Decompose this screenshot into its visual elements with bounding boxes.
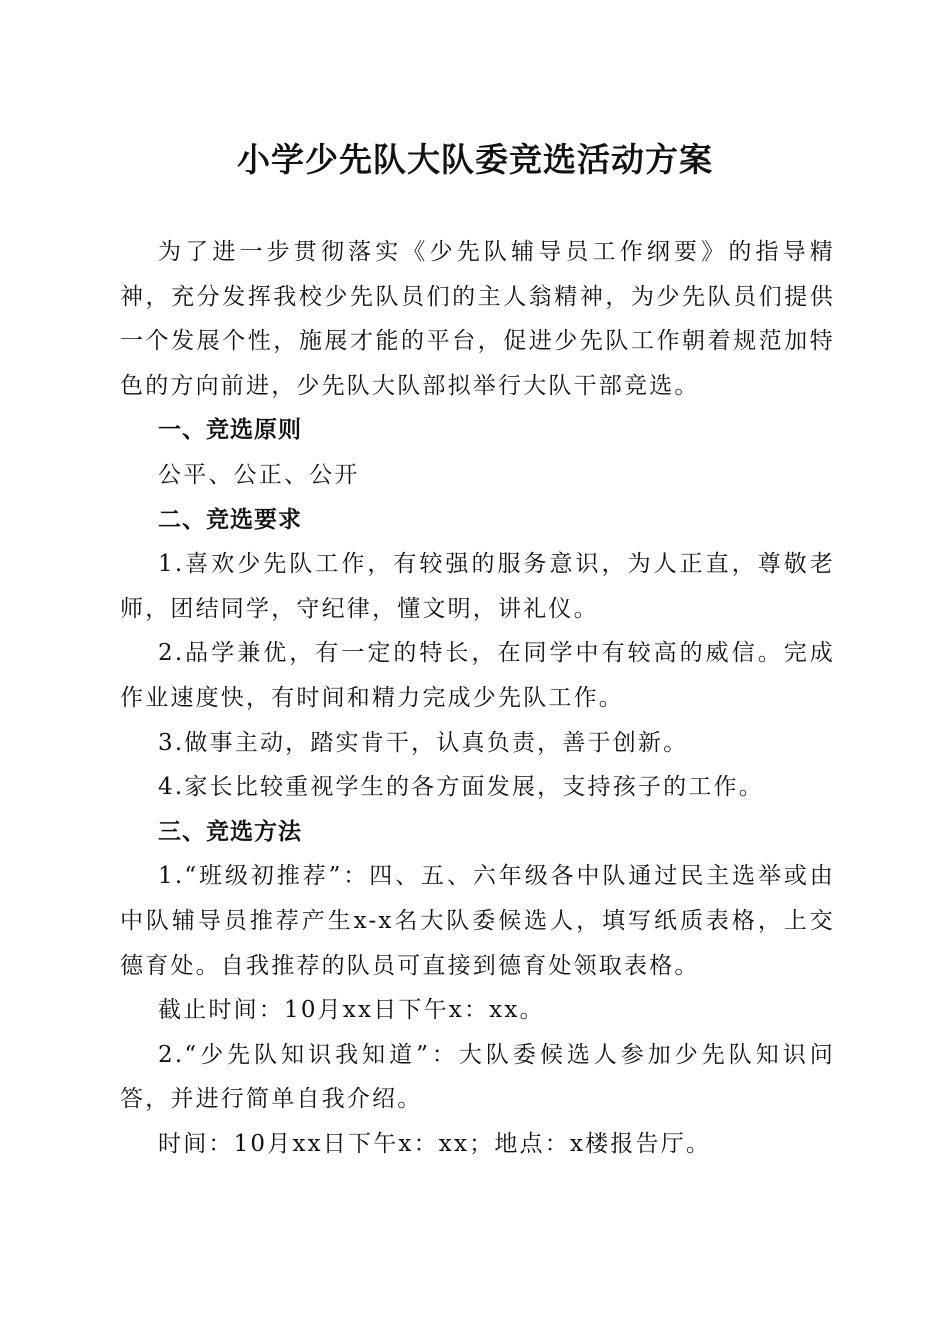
requirement-item-3: 3.做事主动，踏实肯干，认真负责，善于创新。	[158, 729, 689, 756]
section-1-heading: 一、竞选原则	[158, 417, 302, 444]
requirement-item-1: 1.喜欢少先队工作，有较强的服务意识，为人正直，尊敬老师，团结同学，守纪律，懂文明，讲礼仪。	[120, 551, 835, 622]
section-1-content: 公平、公正、公开	[158, 461, 360, 488]
document-body	[120, 230, 835, 1166]
time-place-line: 时间：10月xx日下午x：xx；地点：x楼报告厅。	[158, 1130, 712, 1157]
method-1-paragraph: 1.“班级初推荐”：四、五、六年级各中队通过民主选举或由中队辅导员推荐产生x-x名大队委候选人，填写纸质表格，上交德育处。自我推荐的队员可直接到德育处领取表格。	[120, 863, 835, 979]
document-title: 小学少先队大队委竞选活动方案	[237, 140, 713, 179]
deadline-line: 截止时间：10月xx日下午x：xx。	[158, 997, 545, 1024]
intro-paragraph: 为了进一步贯彻落实《少先队辅导员工作纲要》的指导精神，充分发挥我校少先队员们的主人翁精神，为少先队员们提供一个发展个性，施展才能的平台，促进少先队工作朝着规范加特色的方向前进，少先队大队部拟举行大队干部竞选。	[120, 239, 835, 399]
section-2-heading: 二、竞选要求	[158, 506, 302, 533]
requirement-item-2: 2.品学兼优，有一定的特长，在同学中有较高的威信。完成作业速度快，有时间和精力完成少先队工作。	[120, 640, 835, 711]
method-2-paragraph: 2.“少先队知识我知道”：大队委候选人参加少先队知识问答，并进行简单自我介绍。	[120, 1041, 835, 1113]
section-3-heading: 三、竞选方法	[158, 818, 302, 845]
requirement-item-4: 4.家长比较重视学生的各方面发展，支持孩子的工作。	[158, 774, 764, 801]
